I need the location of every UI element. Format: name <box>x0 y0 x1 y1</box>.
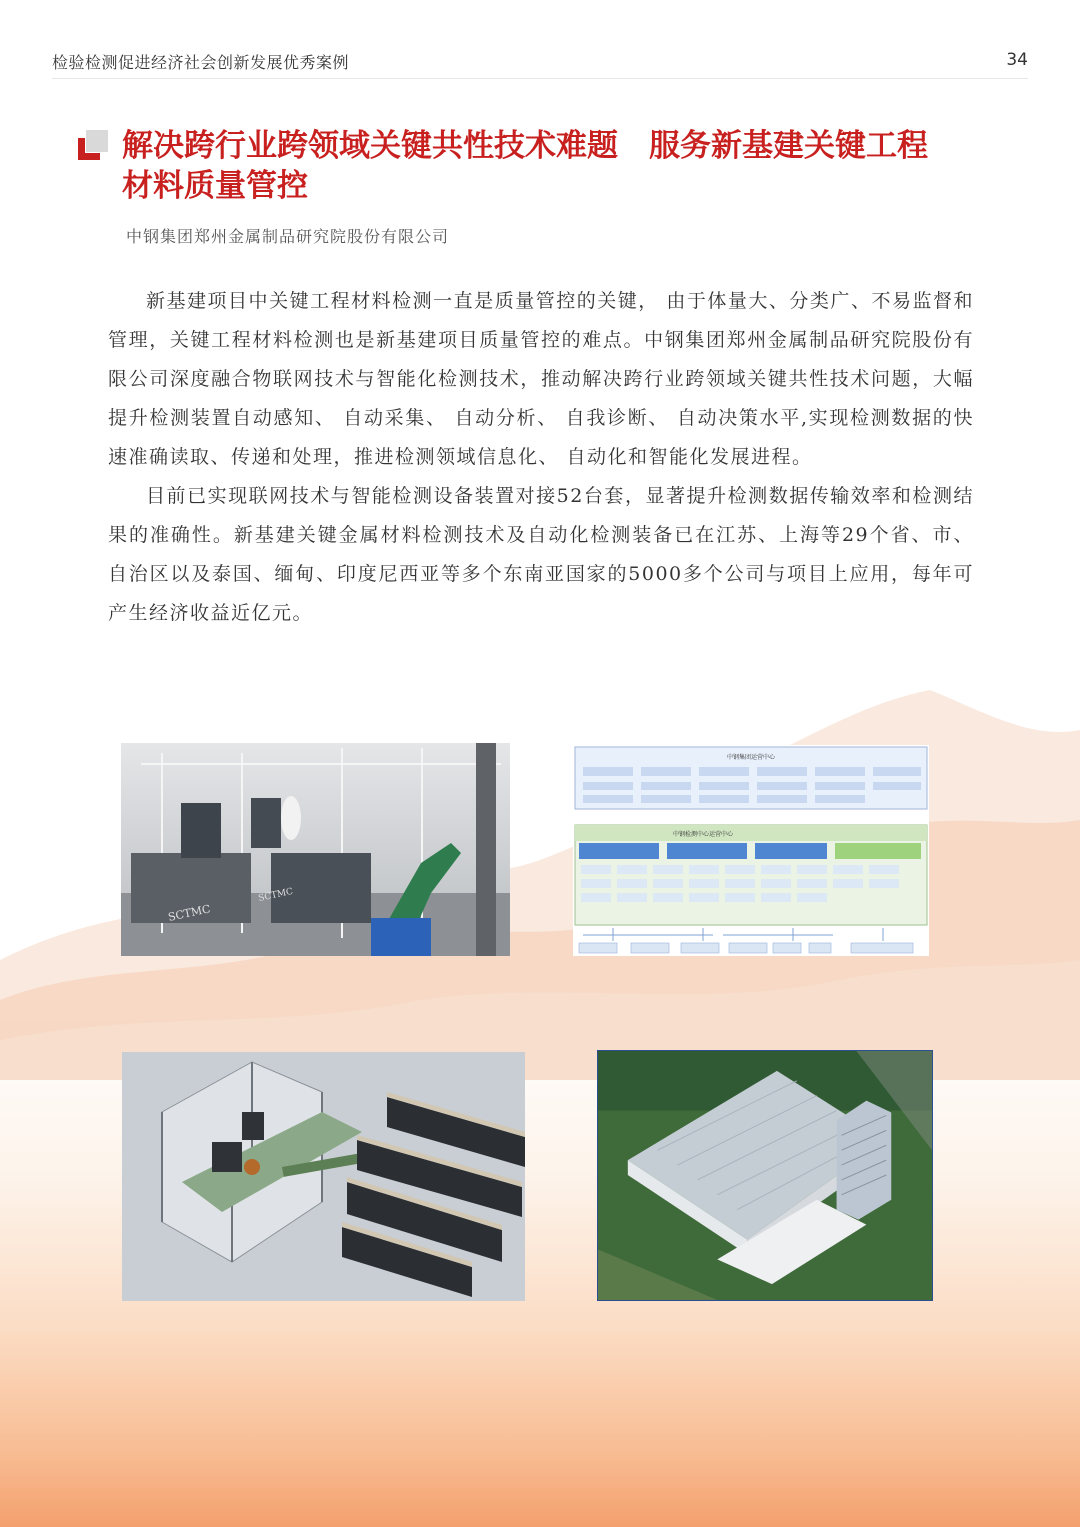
running-header <box>52 50 1028 79</box>
lab-equipment-photo <box>121 743 510 956</box>
header-title: 检验检测促进经济社会创新发展优秀案例 <box>52 53 350 72</box>
sctmc-label-2: SCTMC <box>257 886 295 904</box>
diagram-top-header: 中钢集团运营中心 <box>726 754 776 761</box>
article-body <box>108 282 974 633</box>
paragraph-2: 目前已实现联网技术与智能检测设备装置对接52台套，显著提升检测数据传输效率和检测结果的准确性。新基建关键金属材料检测技术及自动化检测装备已在江苏、上海等29个省、市、 自治区以及泰国、缅甸、印度尼西亚等多个东南亚国家的5000多个公司与项目上应用，每年可产生经济收益近亿元。 <box>108 485 974 624</box>
paragraph-1: 新基建项目中关键工程材料检测一直是质量管控的关键， 由于体量大、分类广、不易监督和管理，关键工程材料检测也是新基建项目质量管控的难点。中钢集团郑州金属制品研究院股份有限公司深度融合物联网技术与智能化检测技术，推动解决跨行业跨领域关键共性技术问题，大幅提升检测装置自动感知、 自动采集、 自动分析、 自我诊断、 自动决策水平,实现检测数据的快速准确读取、传递和处理，推进检测领域信息化、 自动化和智能化发展进程。 <box>108 290 974 468</box>
diagram-middle-header: 中钢检测中心运营中心 <box>672 831 734 838</box>
sctmc-label-1: SCTMC <box>166 902 212 924</box>
architecture-diagram-image <box>573 745 929 956</box>
facility-aerial-photo <box>597 1050 933 1301</box>
automation-line-rendering <box>122 1052 525 1301</box>
title-bracket-icon <box>78 130 108 160</box>
page-number: 34 <box>1006 50 1028 70</box>
article-title-line-2: 材料质量管控 <box>122 168 308 204</box>
article-title <box>122 126 1002 206</box>
article-title-line-1: 解决跨行业跨领域关键共性技术难题 服务新基建关键工程 <box>122 128 928 164</box>
organization-name: 中钢集团郑州金属制品研究院股份有限公司 <box>126 227 450 246</box>
